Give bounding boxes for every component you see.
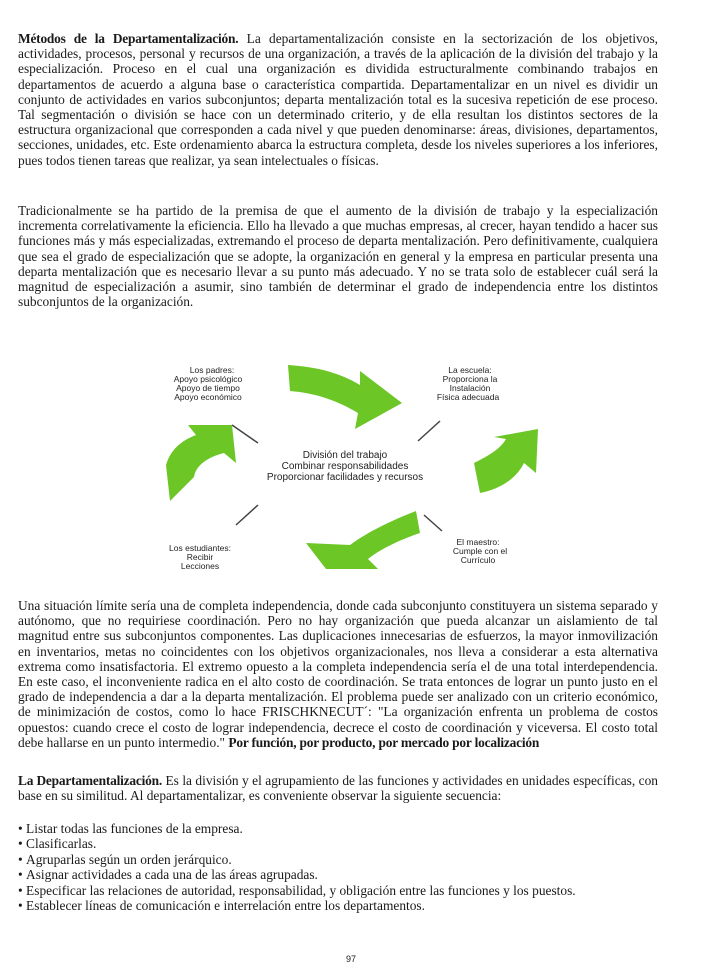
connector-bottom-right xyxy=(424,515,442,531)
padres-line-1: Los padres: xyxy=(189,365,235,375)
arrow-left xyxy=(166,425,236,501)
escuela-line-2: Proporciona la xyxy=(442,374,498,384)
center-line-1: División del trabajo xyxy=(302,450,388,461)
paragraph-bold-criterios: Por función, por producto, por mercado por localización xyxy=(228,734,540,750)
center-line-3: Proporcionar facilidades y recursos xyxy=(266,472,424,483)
escuela-line-4: Física adecuada xyxy=(436,392,500,402)
escuela-line-3: Instalación xyxy=(449,383,491,393)
paragraph-body-tradicionalmente: Tradicionalmente se ha partido de la premisa de que el aumento de la división de trabajo y la especialización incrementa correlativamente la eficiencia. Ello ha llevado a que muchas empresas, al crecer, hayan tendido a hacer sus funciones más y más especializadas, extremando el proceso de departa mentalización. Pero definitivamente, cualquiera que sea el grado de especialización que se adopte, la organización en general y la empresa en particular presenta una departa mentalización que es necesario llevar a su punto más adecuado. Y no se trata solo de establecer cuál será la magnitud de especialización a asumir, sino también de determinar el grado de independencia entre los distintos subconjuntos de la organización. xyxy=(18,203,658,310)
paragraph-title-departamentalizacion: La Departamentalización. xyxy=(18,773,163,788)
list-item: • Asignar actividades a cada una de las áreas agrupadas. xyxy=(18,867,678,882)
arrow-top xyxy=(288,365,402,429)
maestro-line-3: Currículo xyxy=(460,555,496,565)
padres-line-4: Apoyo económico xyxy=(174,392,242,402)
escuela-line-1: La escuela: xyxy=(448,365,492,375)
list-item: • Listar todas las funciones de la empresa. xyxy=(18,821,678,836)
list-item: • Especificar las relaciones de autoridad, responsabilidad, y obligación entre las funciones y los puestos. xyxy=(18,883,678,898)
estudiantes-line-1: Los estudiantes: xyxy=(169,543,231,553)
padres-line-3: Apoyo de tiempo xyxy=(176,383,240,393)
paragraph-tradicionalmente xyxy=(18,203,658,309)
list-item: • Establecer líneas de comunicación e interrelación entre los departamentos. xyxy=(18,898,678,913)
connector-top-left xyxy=(232,425,258,443)
paragraph-situacion-limite xyxy=(18,598,658,750)
paragraph-body-metodos: La departamentalización consiste en la sectorización de los objetivos, actividades, procesos, personal y recursos de una organización, a través de la aplicación de la división del trabajo y la especialización. Proceso en el cual una organización es dividida estructuralmente combinando trabajos en departamentos de acuerdo a alguna base o característica compartida. Departamentalizar en un nivel es dividir un conjunto de actividades en varios subconjuntos; departa mentalización total es la sucesiva repetición de ese proceso. Tal segmentación o división se hace con un determinado criterio, y de ella resultan los distintos sectores de la estructura organizacional que corresponden a cada nivel y que pueden denominarse: áreas, divisiones, departamentos, secciones, unidades, etc. Este ordenamiento abarca la estructura completa, desde los niveles superiores a los inferiores, pues todos tienen tareas que realizar, ya sean intelectuales o físicas. xyxy=(18,31,659,168)
arrow-right xyxy=(474,429,538,493)
maestro-line-1: El maestro: xyxy=(456,537,500,547)
page-number: 97 xyxy=(345,954,356,964)
estudiantes-line-3: Lecciones xyxy=(180,561,220,571)
connector-bottom-left xyxy=(236,505,258,525)
center-line-2: Combinar responsabilidades xyxy=(281,461,409,472)
arrow-bottom xyxy=(306,511,420,569)
paragraph-title-metodos: Métodos de la Departamentalización. xyxy=(18,31,239,46)
list-item: • Agruparlas según un orden jerárquico. xyxy=(18,852,678,867)
paragraph-body-departamentalizacion: Es la división y el agrupamiento de las funciones y actividades en unidades específicas, con base en su similitud. Al departamentalizar, es conveniente observar la siguiente secuencia: xyxy=(18,773,658,804)
connector-top-right xyxy=(418,421,440,441)
paragraph-la-departamentalizacion xyxy=(18,773,658,803)
sequence-list xyxy=(18,821,678,913)
maestro-line-2: Cumple con el xyxy=(452,546,508,556)
departmentalization-cycle-diagram xyxy=(0,345,702,585)
list-item: • Clasificarlas. xyxy=(18,836,678,851)
paragraph-body-situacion-limite: Una situación límite sería una de completa independencia, donde cada subconjunto constituyera un sistema separado y autónomo, que no requiriese coordinación. Pero no hay organización que pueda alcanzar un aislamiento de tal magnitud entre sus subconjuntos componentes. Las duplicaciones innecesarias de esfuerzos, la mayor inmovilización en inventarios, metas no coincidentes con los objetivos organizacionales, nos lleva a considerar a esta alternativa extrema como insatisfactoria. El extremo opuesto a la completa independencia sería el de una total interdependencia. En este caso, el inconveniente radica en el alto costo de coordinación. Se trata entonces de lograr un punto justo en el grado de independencia a dar a la departa mentalización. El problema puede ser analizado con un criterio económico, de minimización de costos, como lo hace FRISCHKNECUT´: "La organización enfrenta un problema de costos opuestos: cuando crece el costo de lograr independencia, decrece el costo de coordinación y viceversa. El costo total debe hallarse en un punto intermedio." xyxy=(18,598,658,750)
estudiantes-line-2: Recibir xyxy=(186,552,214,562)
paragraph-metodos xyxy=(18,31,658,168)
padres-line-2: Apoyo psicológico xyxy=(173,374,243,384)
